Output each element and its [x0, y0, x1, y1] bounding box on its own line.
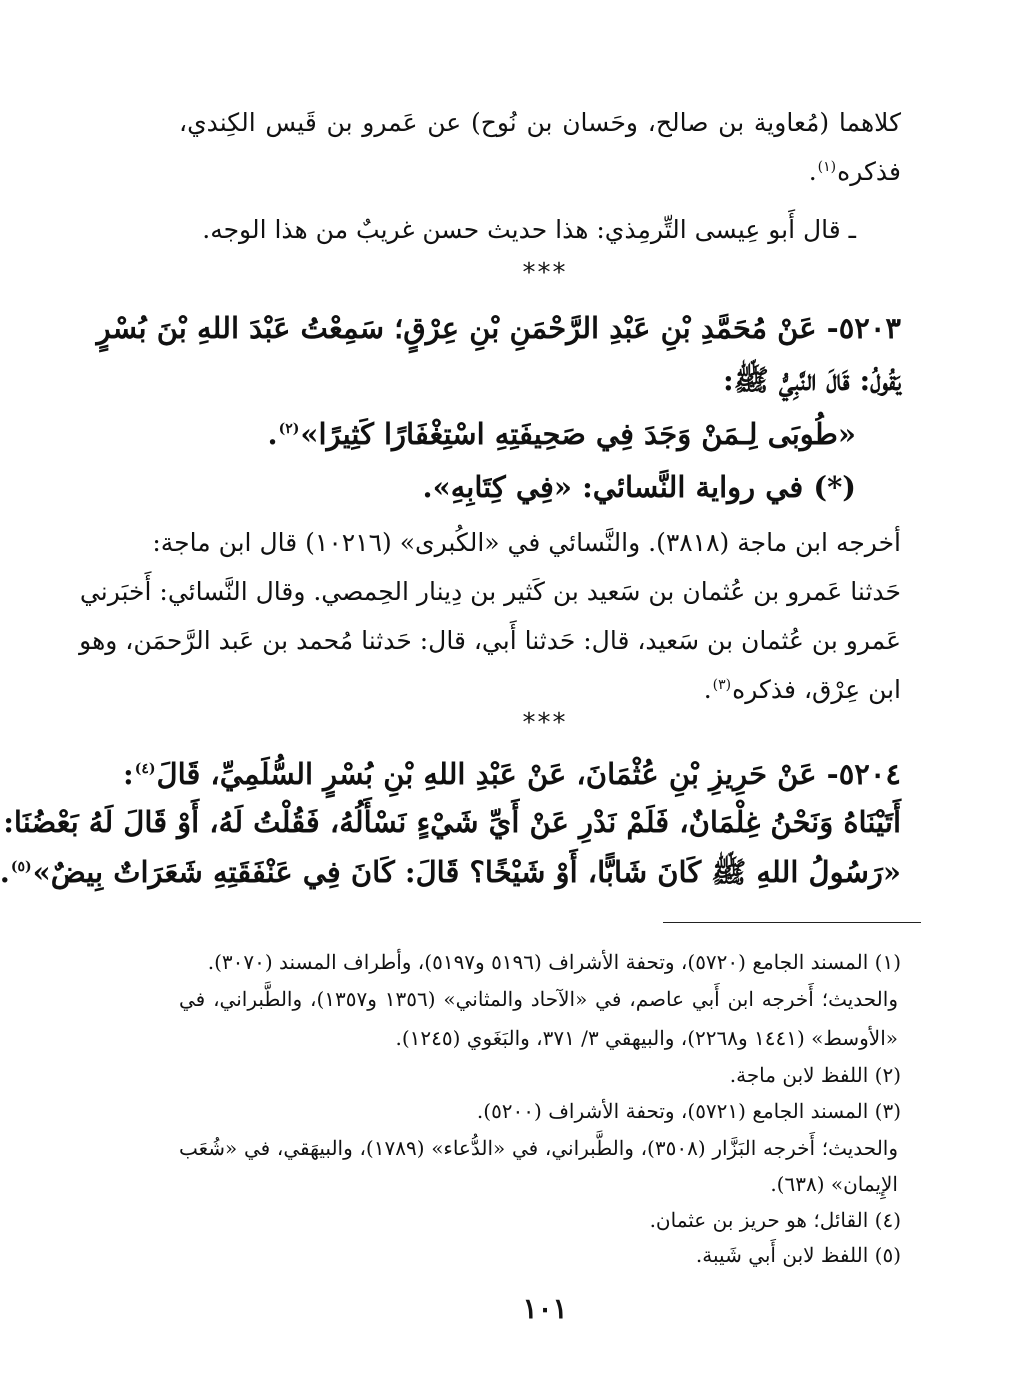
footnote-ref-2[interactable]: (٢) — [278, 421, 300, 438]
hadith-5203-line-1 — [96, 306, 901, 350]
footnote-3 — [179, 1094, 901, 1128]
tirmidhi-ruling — [179, 210, 856, 250]
intro-line-1-text: كلاهما (مُعاوية بن صالح، وحَسان بن نُوح) عن عَمرو بن قَيس الكِندي، — [179, 108, 901, 137]
page-number: ١٠١ — [522, 1292, 568, 1325]
footnote-1-text: (١) المسند الجامع (٥٧٢٠)، وتحفة الأشراف (٥١٩٦ و٥١٩٧)، وأطراف المسند (٣٠٧٠). — [207, 950, 901, 974]
footnote-2-text: (٢) اللفظ لابن ماجة. — [729, 1063, 901, 1087]
nasai-variant-note — [179, 465, 856, 509]
footnote-ref-3[interactable]: (٣) — [712, 676, 732, 693]
footnote-4 — [179, 1203, 901, 1237]
takhrij-line-2-text: حَدثنا عَمرو بن عُثمان بن سَعيد بن كَثير بن دِينار الحِمصي. وقال النَّسائي: أَخبَرني — [79, 577, 901, 606]
intro-line-1 — [179, 103, 901, 143]
hadith-5204-line-3-text: «رَسُولُ اللهِ ﷺ كَانَ شَابًّا، أَوْ شَيْخًا؟ قَالَ: كَانَ فِي عَنْفَقَتِهِ شَعَرَاتٌ بِيضٌ» — [32, 855, 901, 889]
footnote-ref-5[interactable]: (٥) — [10, 859, 32, 876]
footnote-5 — [179, 1238, 901, 1272]
nasai-variant-note-text: (*) في رواية النَّسائي: «فِي كِتَابِهِ». — [422, 470, 856, 504]
footnote-3-text: (٣) المسند الجامع (٥٧٢١)، وتحفة الأشراف (٥٢٠٠). — [476, 1099, 901, 1123]
footnote-3-cont-2-text: الإِيمان» (٦٣٨). — [770, 1172, 898, 1196]
takhrij-line-3-text: عَمرو بن عُثمان بن سَعيد، قال: حَدثنا أَبي، قال: حَدثنا مُحمد بن عَبد الرَّحمَن، وهو — [79, 626, 901, 655]
footnote-1-cont-2 — [179, 1021, 898, 1055]
hadith-5203-matn-text: «طُوبَى لِـمَنْ وَجَدَ فِي صَحِيفَتِهِ اسْتِغْفَارًا كَثِيرًا» — [300, 417, 856, 451]
hadith-5203-takhrij-line-1 — [152, 523, 901, 563]
hadith-5203-matn: «طُوبَى لِـمَنْ وَجَدَ فِي صَحِيفَتِهِ اسْتِغْفَارًا كَثِيرًا»$^{(٢)}$. — [267, 417, 856, 451]
footnote-1-cont-2-text: «الأوسط» (١٤٤١ و٢٢٦٨)، والبيهقي ٣/ ٣٧١، والبَغَوي (١٢٤٥). — [395, 1026, 898, 1050]
hadith-5204-line-1-text: ٥٢٠٤- عَنْ حَرِيزِ بْنِ عُثْمَانَ، عَنْ عَبْدِ اللهِ بْنِ بُسْرٍ السُّلَمِيِّ، قَالَ — [156, 757, 901, 791]
hadith-5203-takhrij-line-3 — [79, 621, 901, 661]
footnote-ref-4[interactable]: (٤) — [134, 761, 156, 778]
footnote-3-cont-1-text: والحديث؛ أَخرجه البَزَّار (٣٥٠٨)، والطَّبراني، في «الدُّعاء» (١٧٨٩)، والبيهَقي، في «شُعَب — [179, 1136, 899, 1160]
hadith-5203-line-2 — [179, 358, 901, 402]
footnote-2 — [179, 1058, 901, 1092]
footnote-4-text: (٤) القائل؛ هو حريز بن عثمان. — [649, 1208, 901, 1232]
footnote-1-cont-1 — [179, 982, 898, 1016]
tirmidhi-ruling-text: ـ قال أَبو عِيسى التِّرمِذي: هذا حديث حسن غريبٌ من هذا الوجه. — [202, 215, 856, 244]
footnote-5-text: (٥) اللفظ لابن أَبي شَيبة. — [695, 1243, 901, 1267]
footnote-1-cont-1-text: والحديث؛ أَخرجه ابن أَبي عاصم، في «الآحاد والمثاني» (١٣٥٦ و١٣٥٧)، والطَّبراني، في — [179, 987, 898, 1011]
hadith-5204-line-2 — [3, 800, 901, 844]
takhrij-line-4-text: ابن عِرْق، فذكره — [732, 675, 901, 704]
footnote-ref-1[interactable]: (١) — [817, 158, 837, 175]
section-separator-1: *** — [522, 258, 568, 288]
footnote-3-cont-2 — [179, 1167, 898, 1201]
hadith-5204-line-2-text: أَتَيْنَاهُ وَنَحْنُ غِلْمَانٌ، فَلَمْ نَدْرِ عَنْ أَيِّ شَيْءٍ نَسْأَلُهُ، فَقُلْتُ لَهُ، أَوْ قَالَ لَهُ بَعْضُنَا: — [3, 805, 901, 839]
hadith-5204-line-3: «رَسُولُ اللهِ ﷺ كَانَ شَابًّا، أَوْ شَيْخًا؟ قَالَ: كَانَ فِي عَنْفَقَتِهِ شَعَرَاتٌ بِيضٌ»$^{(٥)}$. — [0, 855, 901, 889]
hadith-5203-takhrij-line-2 — [79, 572, 901, 612]
footnote-1 — [179, 945, 901, 979]
hadith-5203-line-2-text: يَقُولُ: قَالَ النَّبِيُّ ﷺ: — [723, 363, 901, 397]
section-separator-2: *** — [522, 708, 568, 738]
hadith-5203-line-1-text: ٥٢٠٣- عَنْ مُحَمَّدِ بْنِ عَبْدِ الرَّحْمَنِ بْنِ عِرْقٍ؛ سَمِعْتُ عَبْدَ اللهِ بْنَ بُسْرٍ — [96, 311, 901, 345]
footnote-divider — [663, 922, 921, 923]
footnote-3-cont-1 — [179, 1131, 898, 1165]
hadith-5203-takhrij-line-4: ابن عِرْق، فذكره$^{(٣)}$. — [703, 675, 901, 704]
intro-line-2-text: فذكره — [837, 157, 901, 186]
hadith-5204-line-1: ٥٢٠٤- عَنْ حَرِيزِ بْنِ عُثْمَانَ، عَنْ عَبْدِ اللهِ بْنِ بُسْرٍ السُّلَمِيِّ، قَالَ$^{(٤)}$: — [123, 757, 901, 791]
intro-line-2: فذكره$^{(١)}$. — [808, 157, 901, 186]
takhrij-line-1-text: أخرجه ابن ماجة (٣٨١٨). والنَّسائي في «الكُبرى» (١٠٢١٦) قال ابن ماجة: — [152, 528, 901, 557]
